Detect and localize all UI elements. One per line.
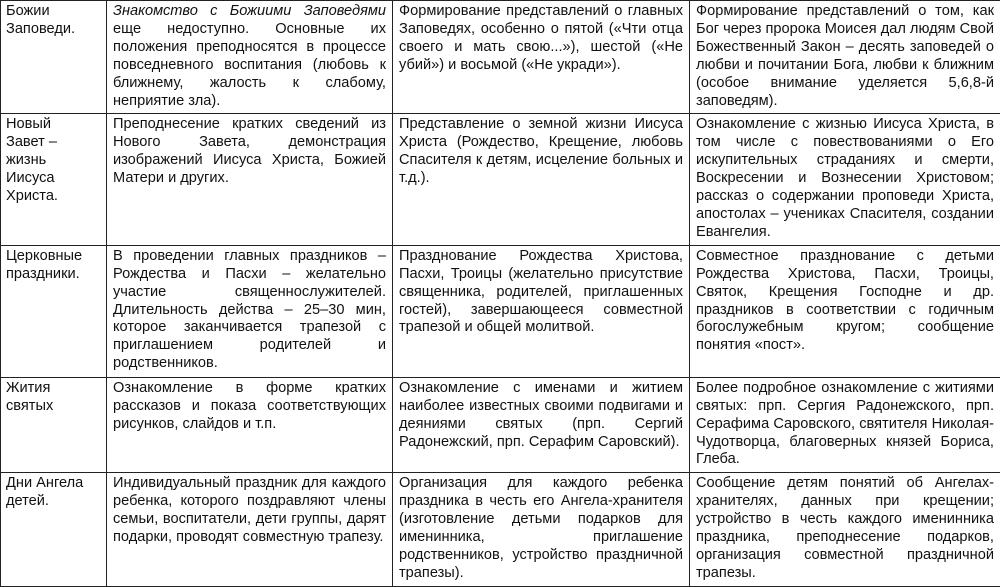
row-topic: Дни Ангела детей. bbox=[1, 473, 107, 586]
preschool-cell: В проведении главных праздников – Рождества и Пасхи – желательно участие священнослужителей. Длительность действа – 25–30 мин, которое заканчивается трапезой с приглашением родителей и родственников. bbox=[107, 245, 393, 377]
preschool-cell bbox=[107, 1, 393, 114]
middle-cell: Празднование Рождества Христова, Пасхи, Троицы (желательно присутствие священника, родителей, приглашенных гостей), завершающееся совместной трапезой и общей молитвой. bbox=[393, 245, 690, 377]
italic-lead: Знакомство с Божиими Заповедями bbox=[113, 3, 386, 19]
middle-cell: Формирование представлений о главных Заповедях, особенно о пятой («Чти отца своего и мать свою...»), шестой («Не убий») и восьмой («Не укради»). bbox=[393, 1, 690, 114]
senior-cell: Совместное празднование с детьми Рождества Христова, Пасхи, Троицы, Святок, Крещения Господне и др. праздников в соответствии с годичным богослужебным кругом; сообщение понятия «пост». bbox=[690, 245, 1000, 377]
senior-cell: Более подробное ознакомление с житиями святых: прп. Сергия Радонежского, прп. Серафима Саровского, святителя Николая-Чудотворца, благоверных князей Бориса, Глеба. bbox=[690, 377, 1000, 473]
table-row bbox=[1, 245, 1000, 377]
senior-cell: Ознакомление с жизнью Иисуса Христа, в том числе с повествованиями о Его искупительных страданиях и смерти, Воскресении и Вознесении Христовом; рассказ о содержании проповеди Христа, апостолах – учениках Спасителя, создании Евангелия. bbox=[690, 114, 1000, 245]
middle-cell: Ознакомление с именами и житием наиболее известных своими подвигами и деяниями святых (прп. Сергий Радонежский, прп. Серафим Саровский). bbox=[393, 377, 690, 473]
table-row bbox=[1, 377, 1000, 473]
preschool-cell: Преподнесение кратких сведений из Нового Завета, демонстрация изображений Иисуса Христа, Божией Матери и других. bbox=[107, 114, 393, 245]
row-topic: Новый Завет – жизнь Иисуса Христа. bbox=[1, 114, 107, 245]
row-topic: Жития святых bbox=[1, 377, 107, 473]
senior-cell: Формирование представлений о том, как Бог через пророка Моисея дал людям Свой Божественный Закон – десять заповедей о любви и почитании Бога, любви к ближним (особое внимание уделяется 5,6,8-й заповедям). bbox=[690, 1, 1000, 114]
preschool-cell: Ознакомление в форме кратких рассказов и показа соответствующих рисунков, слайдов и т.п. bbox=[107, 377, 393, 473]
middle-cell: Представление о земной жизни Иисуса Христа (Рождество, Крещение, любовь Спасителя к детям, исцеление больных и т.д.). bbox=[393, 114, 690, 245]
table-row bbox=[1, 473, 1000, 586]
table-row bbox=[1, 114, 1000, 245]
row-topic: Божии Заповеди. bbox=[1, 1, 107, 114]
preschool-cell: Индивидуальный праздник для каждого ребенка, которого поздравляют члены семьи, воспитатели, дети группы, дарят подарки, проводят совместную трапезу. bbox=[107, 473, 393, 586]
table-row bbox=[1, 1, 1000, 114]
row-topic: Церковные праздники. bbox=[1, 245, 107, 377]
cell-text: еще недоступно. Основные их положения преподносятся в процессе повседневного воспитания (любовь к ближнему, жалость к слабому, неприятие зла). bbox=[113, 21, 386, 109]
middle-cell: Организация для каждого ребенка праздника в честь его Ангела-хранителя (изготовление детьми подарков для именинника, приглашение родственников, устройство праздничной трапезы). bbox=[393, 473, 690, 586]
senior-cell: Сообщение детям понятий об Ангелах-хранителях, данных при крещении; устройство в честь каждого именинника праздника, преподнесение подарков, организация совместной праздничной трапезы. bbox=[690, 473, 1000, 586]
